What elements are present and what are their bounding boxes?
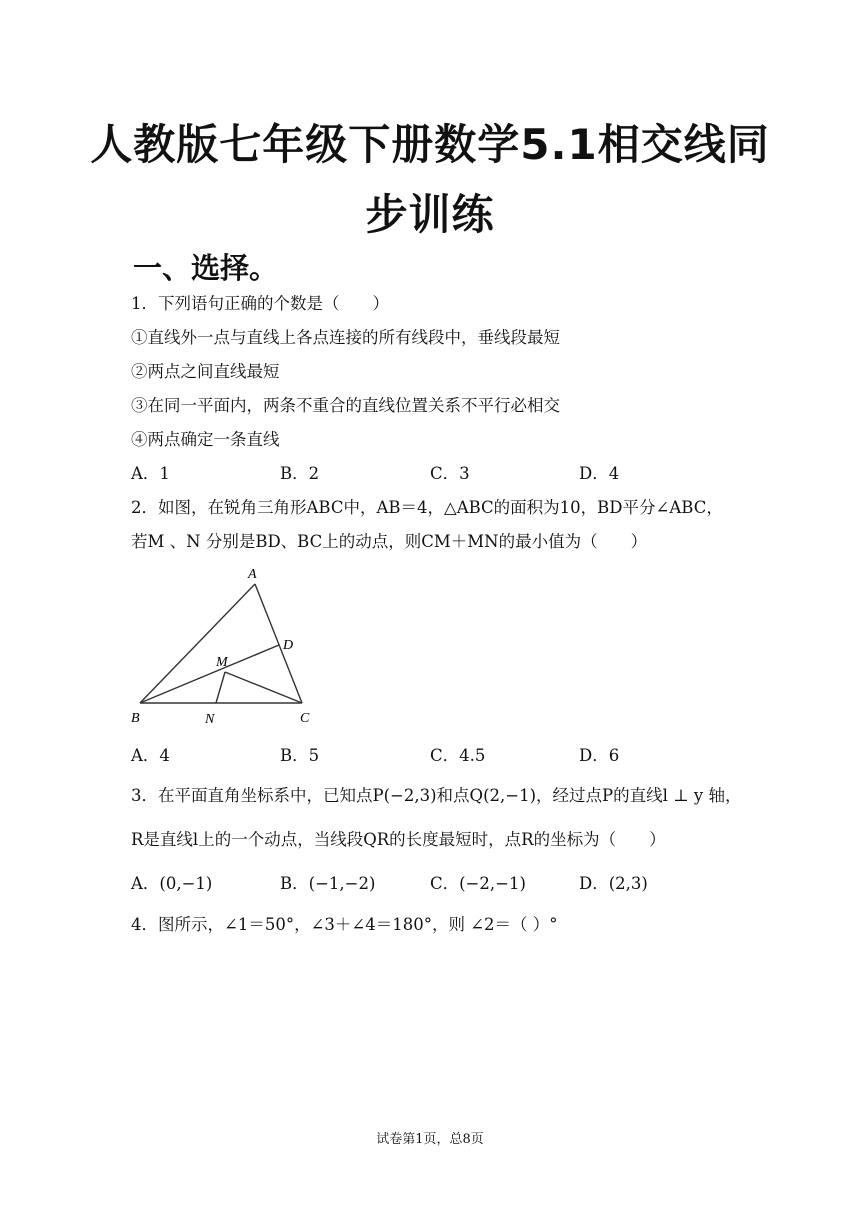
page-footer: 试卷第1页，总8页	[376, 1132, 484, 1147]
document-title-line-1: 人教版七年级下册数学5.1相交线同	[90, 120, 770, 169]
figure-label-a: A	[248, 567, 257, 582]
figure-label-c: C	[300, 711, 310, 726]
q1-option-b: B．2	[280, 464, 320, 483]
q2-option-b: B．5	[280, 746, 320, 765]
q1-statement-4: ④两点确定一条直线	[131, 430, 280, 449]
q2-stem-line-2: 若M 、N 分别是BD、BC上的动点，则CM＋MN的最小值为（ ）	[131, 532, 648, 551]
q1-option-a: A．1	[131, 464, 170, 483]
q3-option-b: B．(−1,−2)	[280, 874, 376, 893]
figure-label-m: M	[216, 655, 228, 670]
q2-option-a: A．4	[131, 746, 170, 765]
document-title-line-2: 步训练	[365, 190, 495, 239]
q2-triangle-figure	[126, 562, 326, 732]
q1-option-d: D．4	[579, 464, 620, 483]
figure-label-d: D	[283, 638, 294, 653]
figure-label-b: B	[131, 711, 140, 726]
q2-option-c: C．4.5	[430, 746, 486, 765]
q2-option-d: D．6	[579, 746, 620, 765]
q3-stem-line-2: R是直线l上的一个动点，当线段QR的长度最短时，点R的坐标为（ ）	[131, 830, 666, 849]
q3-stem-line-1: 3．在平面直角坐标系中，已知点P(−2,3)和点Q(2,−1)，经过点P的直线l ⊥ y 轴，	[131, 786, 742, 805]
q3-option-d: D．(2,3)	[579, 874, 648, 893]
section-heading: 一、选择。	[133, 251, 279, 285]
q1-statement-1: ①直线外一点与直线上各点连接的所有线段中，垂线段最短	[131, 328, 560, 347]
q1-statement-2: ②两点之间直线最短	[131, 362, 280, 381]
q3-option-c: C．(−2,−1)	[430, 874, 526, 893]
figure-label-n: N	[205, 712, 215, 727]
q1-statement-3: ③在同一平面内，两条不重合的直线位置关系不平行必相交	[131, 396, 560, 415]
q1-stem: 1．下列语句正确的个数是（ ）	[131, 294, 389, 313]
q1-option-c: C．3	[430, 464, 470, 483]
q4-stem: 4．图所示，∠1＝50°，∠3＋∠4＝180°，则 ∠2＝（ ）°	[131, 915, 558, 934]
q2-stem-line-1: 2．如图，在锐角三角形ABC中，AB＝4，△ABC的面积为10，BD平分∠ABC，	[131, 498, 723, 517]
q3-option-a: A．(0,−1)	[131, 874, 213, 893]
